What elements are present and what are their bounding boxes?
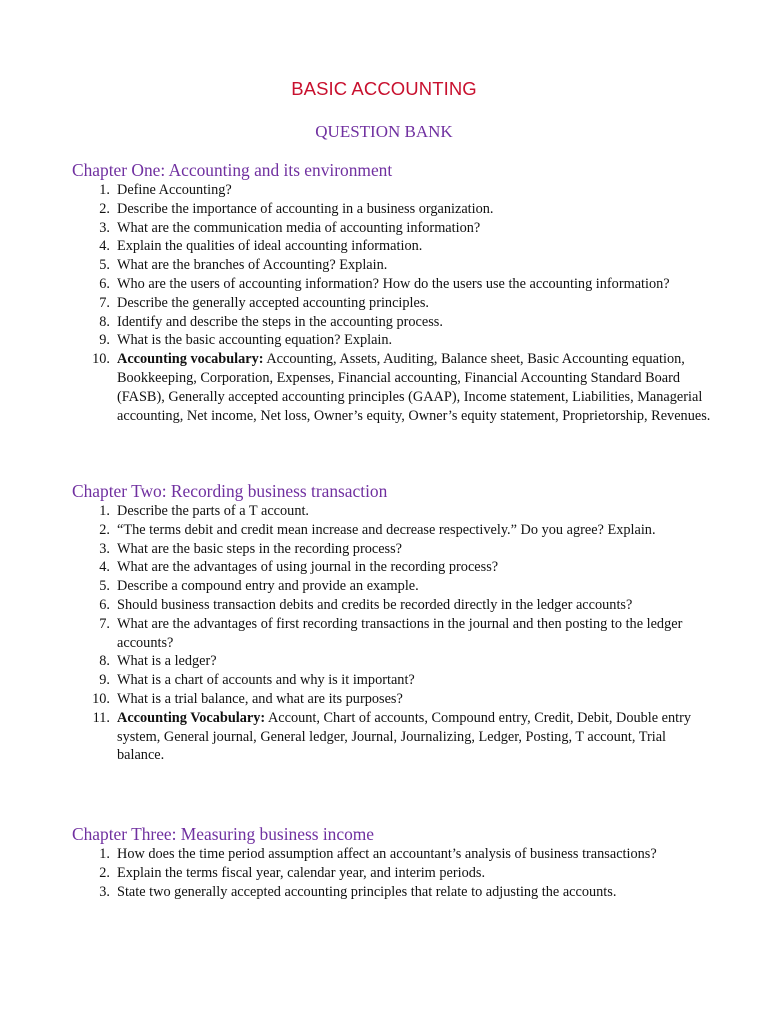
question-number: 8. [99,653,110,670]
list-item [72,521,712,540]
question-text: What is a ledger? [117,653,217,670]
list-item [72,350,712,425]
chapter-one [72,159,712,425]
question-text: How does the time period assumption affect an accountant’s analysis of business transactions? [117,846,657,862]
question-number: 3. [99,219,110,236]
question-number: 10. [92,351,110,368]
list-item [72,331,712,350]
list-item [72,313,712,332]
question-text: Account, Chart of accounts, Compound entry, Credit, Debit, Double entry system, General journal, General ledger, Journal, Journalizing, Ledger, Posting, T account, Trial balance. [117,709,692,764]
question-list [72,502,712,765]
list-item [72,502,712,521]
list-item [72,577,712,596]
question-list [72,845,712,901]
question-text: Explain the terms fiscal year, calendar year, and interim periods. [117,864,486,881]
list-item [72,652,712,671]
list-item [72,540,712,559]
question-number: 1. [99,846,110,862]
chapter-heading: Chapter Two: Recording business transaction [72,481,388,501]
chapter-heading: Chapter One: Accounting and its environment [72,160,393,180]
list-item [72,275,712,294]
chapter-three [72,823,712,901]
vocabulary-label: Accounting vocabulary: [117,351,264,368]
list-item [72,256,712,275]
list-item [72,671,712,690]
question-text: Describe the parts of a T account. [117,503,310,519]
list-item [72,237,712,256]
chapter-heading: Chapter Three: Measuring business income [72,824,375,844]
question-number: 1. [99,503,110,519]
chapter-two [72,480,712,765]
document-subtitle: QUESTION BANK [315,122,453,141]
question-number: 6. [99,596,110,613]
question-text: What are the advantages of first recording transactions in the journal and then posting to the ledger accounts? [117,615,683,651]
list-item [72,200,712,219]
question-text: “The terms debit and credit mean increase and decrease respectively.” Do you agree? Explain. [117,521,656,538]
question-text: What are the advantages of using journal in the recording process? [117,559,499,576]
question-text: Should business transaction debits and credits be recorded directly in the ledger accounts? [117,596,633,613]
question-number: 1. [99,182,110,198]
question-number: 2. [99,864,110,881]
list-item [72,690,712,709]
question-list [72,181,712,425]
question-number: 7. [99,294,110,311]
list-item [72,181,712,200]
question-text: Identify and describe the steps in the accounting process. [117,313,443,330]
list-item [72,883,712,902]
question-number: 9. [99,332,110,349]
question-number: 8. [99,313,110,330]
question-text: What are the communication media of accounting information? [117,219,481,236]
list-item [72,558,712,577]
question-text: Describe the importance of accounting in a business organization. [117,200,494,217]
question-text: Describe the generally accepted accounting principles. [117,294,430,311]
list-item [72,845,712,864]
question-text: Accounting, Assets, Auditing, Balance sheet, Basic Accounting equation, Bookkeeping, Corporation, Expenses, Financial accounting, Financial Accounting Standard Board (FASB), Generally accepted accounting principles (GAAP), Income statement, Liabilities, Managerial accounting, Net income, Net loss, Owner’s equity, Owner’s equity statement, Proprietorship, Revenues. [117,351,711,424]
question-text: What is the basic accounting equation? Explain. [117,332,393,349]
question-text: State two generally accepted accounting principles that relate to adjusting the accounts. [117,883,617,900]
question-number: 5. [99,578,110,595]
question-text: Explain the qualities of ideal accounting information. [117,238,423,255]
document-title: BASIC ACCOUNTING [291,78,477,99]
question-number: 6. [99,275,110,292]
question-number: 2. [99,200,110,217]
list-item [72,864,712,883]
list-item [72,709,712,765]
list-item [72,596,712,615]
question-text: What is a trial balance, and what are its purposes? [117,690,403,707]
question-text: What are the branches of Accounting? Explain. [117,257,388,274]
question-number: 2. [99,521,110,538]
question-number: 9. [99,672,110,689]
question-number: 4. [99,238,110,255]
question-number: 3. [99,540,110,557]
question-text: Who are the users of accounting information? How do the users use the accounting information? [117,275,670,292]
question-number: 7. [99,615,110,632]
question-text: What are the basic steps in the recording process? [117,540,403,557]
question-text: Describe a compound entry and provide an example. [117,578,419,595]
question-number: 10. [92,690,110,707]
question-number: 4. [99,559,110,576]
question-number: 3. [99,883,110,900]
question-number: 11. [92,709,110,726]
vocabulary-label: Accounting Vocabulary: [117,709,266,726]
list-item [72,219,712,238]
list-item [72,615,712,653]
list-item [72,294,712,313]
question-number: 5. [99,257,110,274]
question-text: What is a chart of accounts and why is it important? [117,672,415,689]
question-text: Define Accounting? [117,182,232,198]
